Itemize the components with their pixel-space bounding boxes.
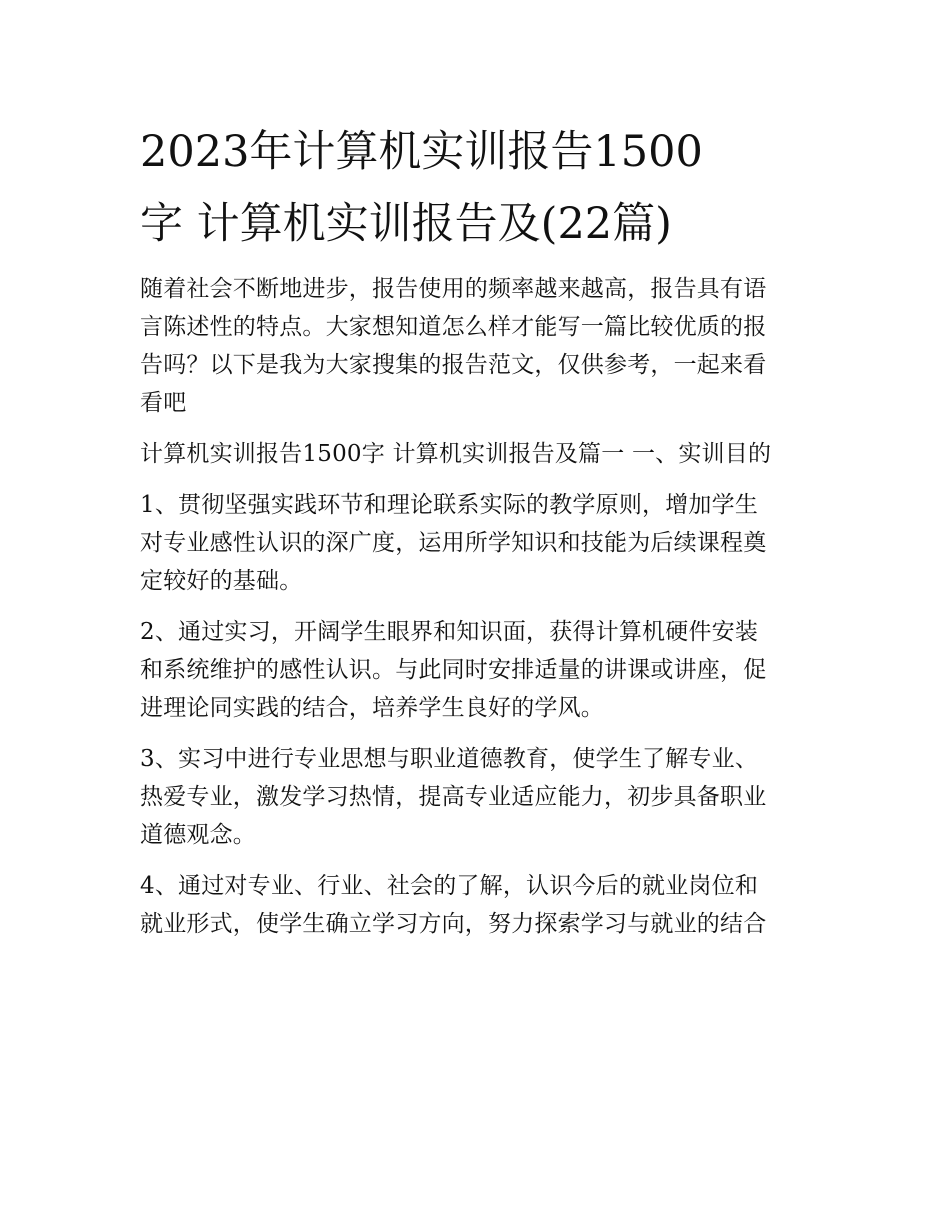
item-line: 对专业感性认识的深广度，运用所学知识和技能为后续课程奠 — [140, 530, 767, 556]
item-line: 4、通过对专业、行业、社会的了解，认识今后的就业岗位和 — [140, 873, 759, 899]
section-heading-block — [140, 435, 815, 473]
list-item — [140, 613, 815, 727]
intro-line: 告吗？以下是我为大家搜集的报告范文，仅供参考，一起来看 — [140, 352, 767, 378]
list-item — [140, 486, 815, 600]
item-line: 3、实习中进行专业思想与职业道德教育，使学生了解专业、 — [140, 746, 759, 772]
list-item — [140, 740, 815, 854]
item-line: 就业形式，使学生确立学习方向，努力探索学习与就业的结合 — [140, 911, 767, 937]
item-line: 热爱专业，激发学习热情，提高专业适应能力，初步具备职业 — [140, 784, 767, 810]
item-line: 2、通过实习，开阔学生眼界和知识面，获得计算机硬件安装 — [140, 619, 759, 645]
list-item — [140, 867, 815, 943]
item-line: 和系统维护的感性认识。与此同时安排适量的讲课或讲座，促 — [140, 657, 767, 683]
item-line: 定较好的基础。 — [140, 568, 303, 594]
document-title — [140, 116, 815, 260]
item-line: 1、贯彻坚强实践环节和理论联系实际的教学原则，增加学生 — [140, 492, 759, 518]
title-line-2: 字 计算机实训报告及(22篇) — [140, 199, 672, 249]
item-line: 进理论同实践的结合，培养学生良好的学风。 — [140, 695, 604, 721]
intro-line: 言陈述性的特点。大家想知道怎么样才能写一篇比较优质的报 — [140, 314, 767, 340]
intro-line: 随着社会不断地进步，报告使用的频率越来越高，报告具有语 — [140, 276, 767, 302]
item-line: 道德观念。 — [140, 822, 256, 848]
document-body — [140, 116, 815, 956]
title-line-1: 2023年计算机实训报告1500 — [140, 127, 703, 177]
section-heading: 计算机实训报告1500字 计算机实训报告及篇一 一、实训目的 — [140, 441, 772, 467]
intro-paragraph — [140, 270, 815, 422]
intro-line: 看吧 — [140, 390, 187, 416]
